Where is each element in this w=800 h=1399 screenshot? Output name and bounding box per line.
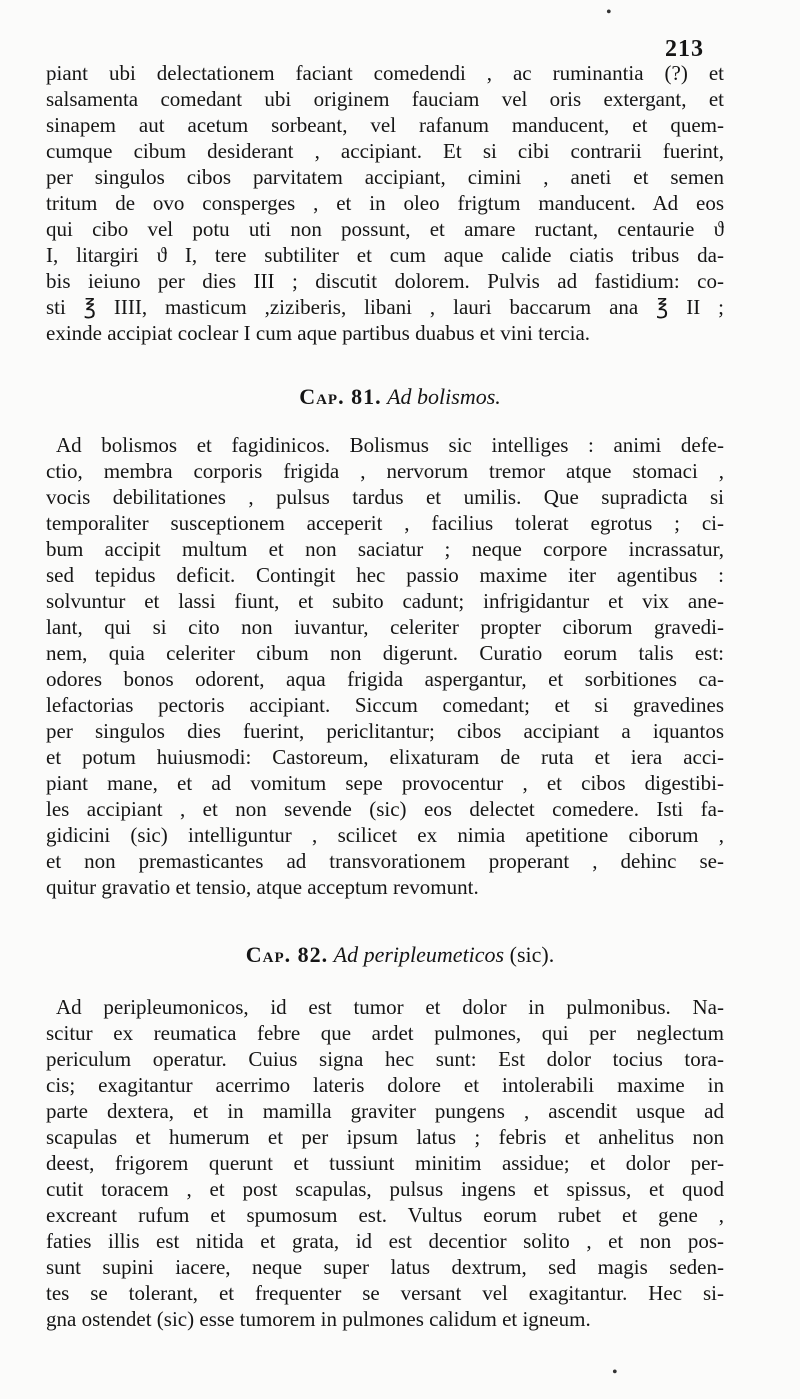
text-line: piant ubi delectationem faciant comedendi , ac ruminantia (?) et <box>46 61 724 85</box>
text-line: quitur gravatio et tensio, atque acceptum revomunt. <box>46 875 479 899</box>
text-line: solvuntur et lassi fiunt, et subito cadunt; infrigidantur et vix ane- <box>46 589 724 613</box>
text-line: qui cibo vel potu uti non possunt, et amare ructant, centaurie ϑ <box>46 217 724 241</box>
text-line: sinapem aut acetum sorbeant, vel rafanum manducent, et quem- <box>46 113 724 137</box>
text-line: tes se tolerant, et frequenter se versant vel exagitantur. Hec si- <box>46 1281 724 1305</box>
chapter-heading-82 <box>0 940 800 970</box>
text-line: lant, qui si cito non iuvantur, celeriter propter ciborum gravedi- <box>46 615 724 639</box>
chapter-82-body <box>46 994 724 1332</box>
chapter-number: Cap. 82. <box>245 942 329 967</box>
text-line: ctio, membra corporis frigida , nervorum tremor atque stomaci , <box>46 459 724 483</box>
text-line: per singulos dies fuerint, periclitantur; cibos accipiant a iquantos <box>46 719 724 743</box>
text-line: faties illis est nitida et grata, id est decentior solito , et non pos- <box>46 1229 724 1253</box>
text-line: les accipiant , et non sevende (sic) eos delectet comedere. Isti fa- <box>46 797 724 821</box>
chapter-81-body <box>46 432 724 900</box>
text-line: et non premasticantes ad transvorationem properant , dehinc se- <box>46 849 724 873</box>
text-line: periculum operatur. Cuius signa hec sunt: Est dolor tocius tora- <box>46 1047 724 1071</box>
text-line: deest, frigorem querunt et tussiunt minitim assidue; et dolor per- <box>46 1151 724 1175</box>
text-line: et potum huiusmodi: Castoreum, elixaturam de ruta et iera acci- <box>46 745 724 769</box>
chapter-number: Cap. 81. <box>299 384 382 409</box>
text-line: sti ℥ IIII, masticum ,ziziberis, libani , lauri baccarum ana ℥ II ; <box>46 295 724 319</box>
text-line: bis ieiuno per dies III ; discutit dolorem. Pulvis ad fastidium: co- <box>46 269 724 293</box>
text-line: I, litargiri ϑ I, tere subtiliter et cum aque calide ciatis tribus da- <box>46 243 724 267</box>
text-line: bum accipit multum et non saciatur ; neque corpore incrassatur, <box>46 537 724 561</box>
text-line: cumque cibum desiderant , accipiant. Et si cibi contrarii fuerint, <box>46 139 724 163</box>
page-number: 213 <box>665 36 704 62</box>
text-line: scapulas et humerum et per ipsum latus ; febris et anhelitus non <box>46 1125 724 1149</box>
text-line: per singulos cibos parvitatem accipiant, cimini , aneti et semen <box>46 165 724 189</box>
text-line: tritum de ovo consperges , et in oleo frigtum manducent. Ad eos <box>46 191 724 215</box>
text-line: sed tepidus deficit. Contingit hec passio maxime iter agentibus : <box>46 563 724 587</box>
text-line: vocis debilitationes , pulsus tardus et umilis. Que supradicta si <box>46 485 724 509</box>
text-line: temporaliter susceptionem acceperit , facilius tolerat egrotus ; ci- <box>46 511 724 535</box>
chapter-title: Ad bolismos. <box>387 384 501 409</box>
text-line: Ad bolismos et fagidinicos. Bolismus sic intelliges : animi defe- <box>56 433 724 457</box>
paragraph-continuation <box>46 60 724 346</box>
text-line: cutit toracem , et post scapulas, pulsus ingens et spissus, et quod <box>46 1177 724 1201</box>
text-line: odores bonos odorent, aqua frigida aspergantur, et sorbitiones ca- <box>46 667 724 691</box>
text-line: cis; exagitantur acerrimo lateris dolore et intolerabili maxime in <box>46 1073 724 1097</box>
print-speck: • <box>606 4 612 21</box>
text-line: scitur ex reumatica febre que ardet pulmones, qui per neglectum <box>46 1021 724 1045</box>
text-line: sunt supini iacere, neque super latus dextrum, sed magis seden- <box>46 1255 724 1279</box>
chapter-title-suffix: (sic). <box>509 942 555 967</box>
chapter-heading-81 <box>0 382 800 412</box>
text-line: lefactorias pectoris accipiant. Siccum comedant; et si gravedines <box>46 693 724 717</box>
print-speck: • <box>612 1364 618 1381</box>
text-line: exinde accipiat coclear I cum aque partibus duabus et vini tercia. <box>46 321 591 345</box>
text-line: Ad peripleumonicos, id est tumor et dolor in pulmonibus. Na- <box>56 995 724 1019</box>
text-line: gidicini (sic) intelliguntur , scilicet ex nimia apetitione ciborum , <box>46 823 724 847</box>
text-line: piant mane, et ad vomitum sepe provocentur , et cibos digestibi- <box>46 771 724 795</box>
text-line: gna ostendet (sic) esse tumorem in pulmones calidum et igneum. <box>46 1307 591 1331</box>
chapter-title: Ad peripleumeticos <box>333 942 505 967</box>
text-line: salsamenta comedant ubi originem fauciam vel oris extergant, et <box>46 87 724 111</box>
text-line: nem, quia celeriter cibum non digerunt. Curatio eorum talis est: <box>46 641 724 665</box>
text-line: excreant rufum et spumosum est. Vultus eorum rubet et gene , <box>46 1203 724 1227</box>
text-line: parte dextera, et in mamilla graviter pungens , ascendit usque ad <box>46 1099 724 1123</box>
